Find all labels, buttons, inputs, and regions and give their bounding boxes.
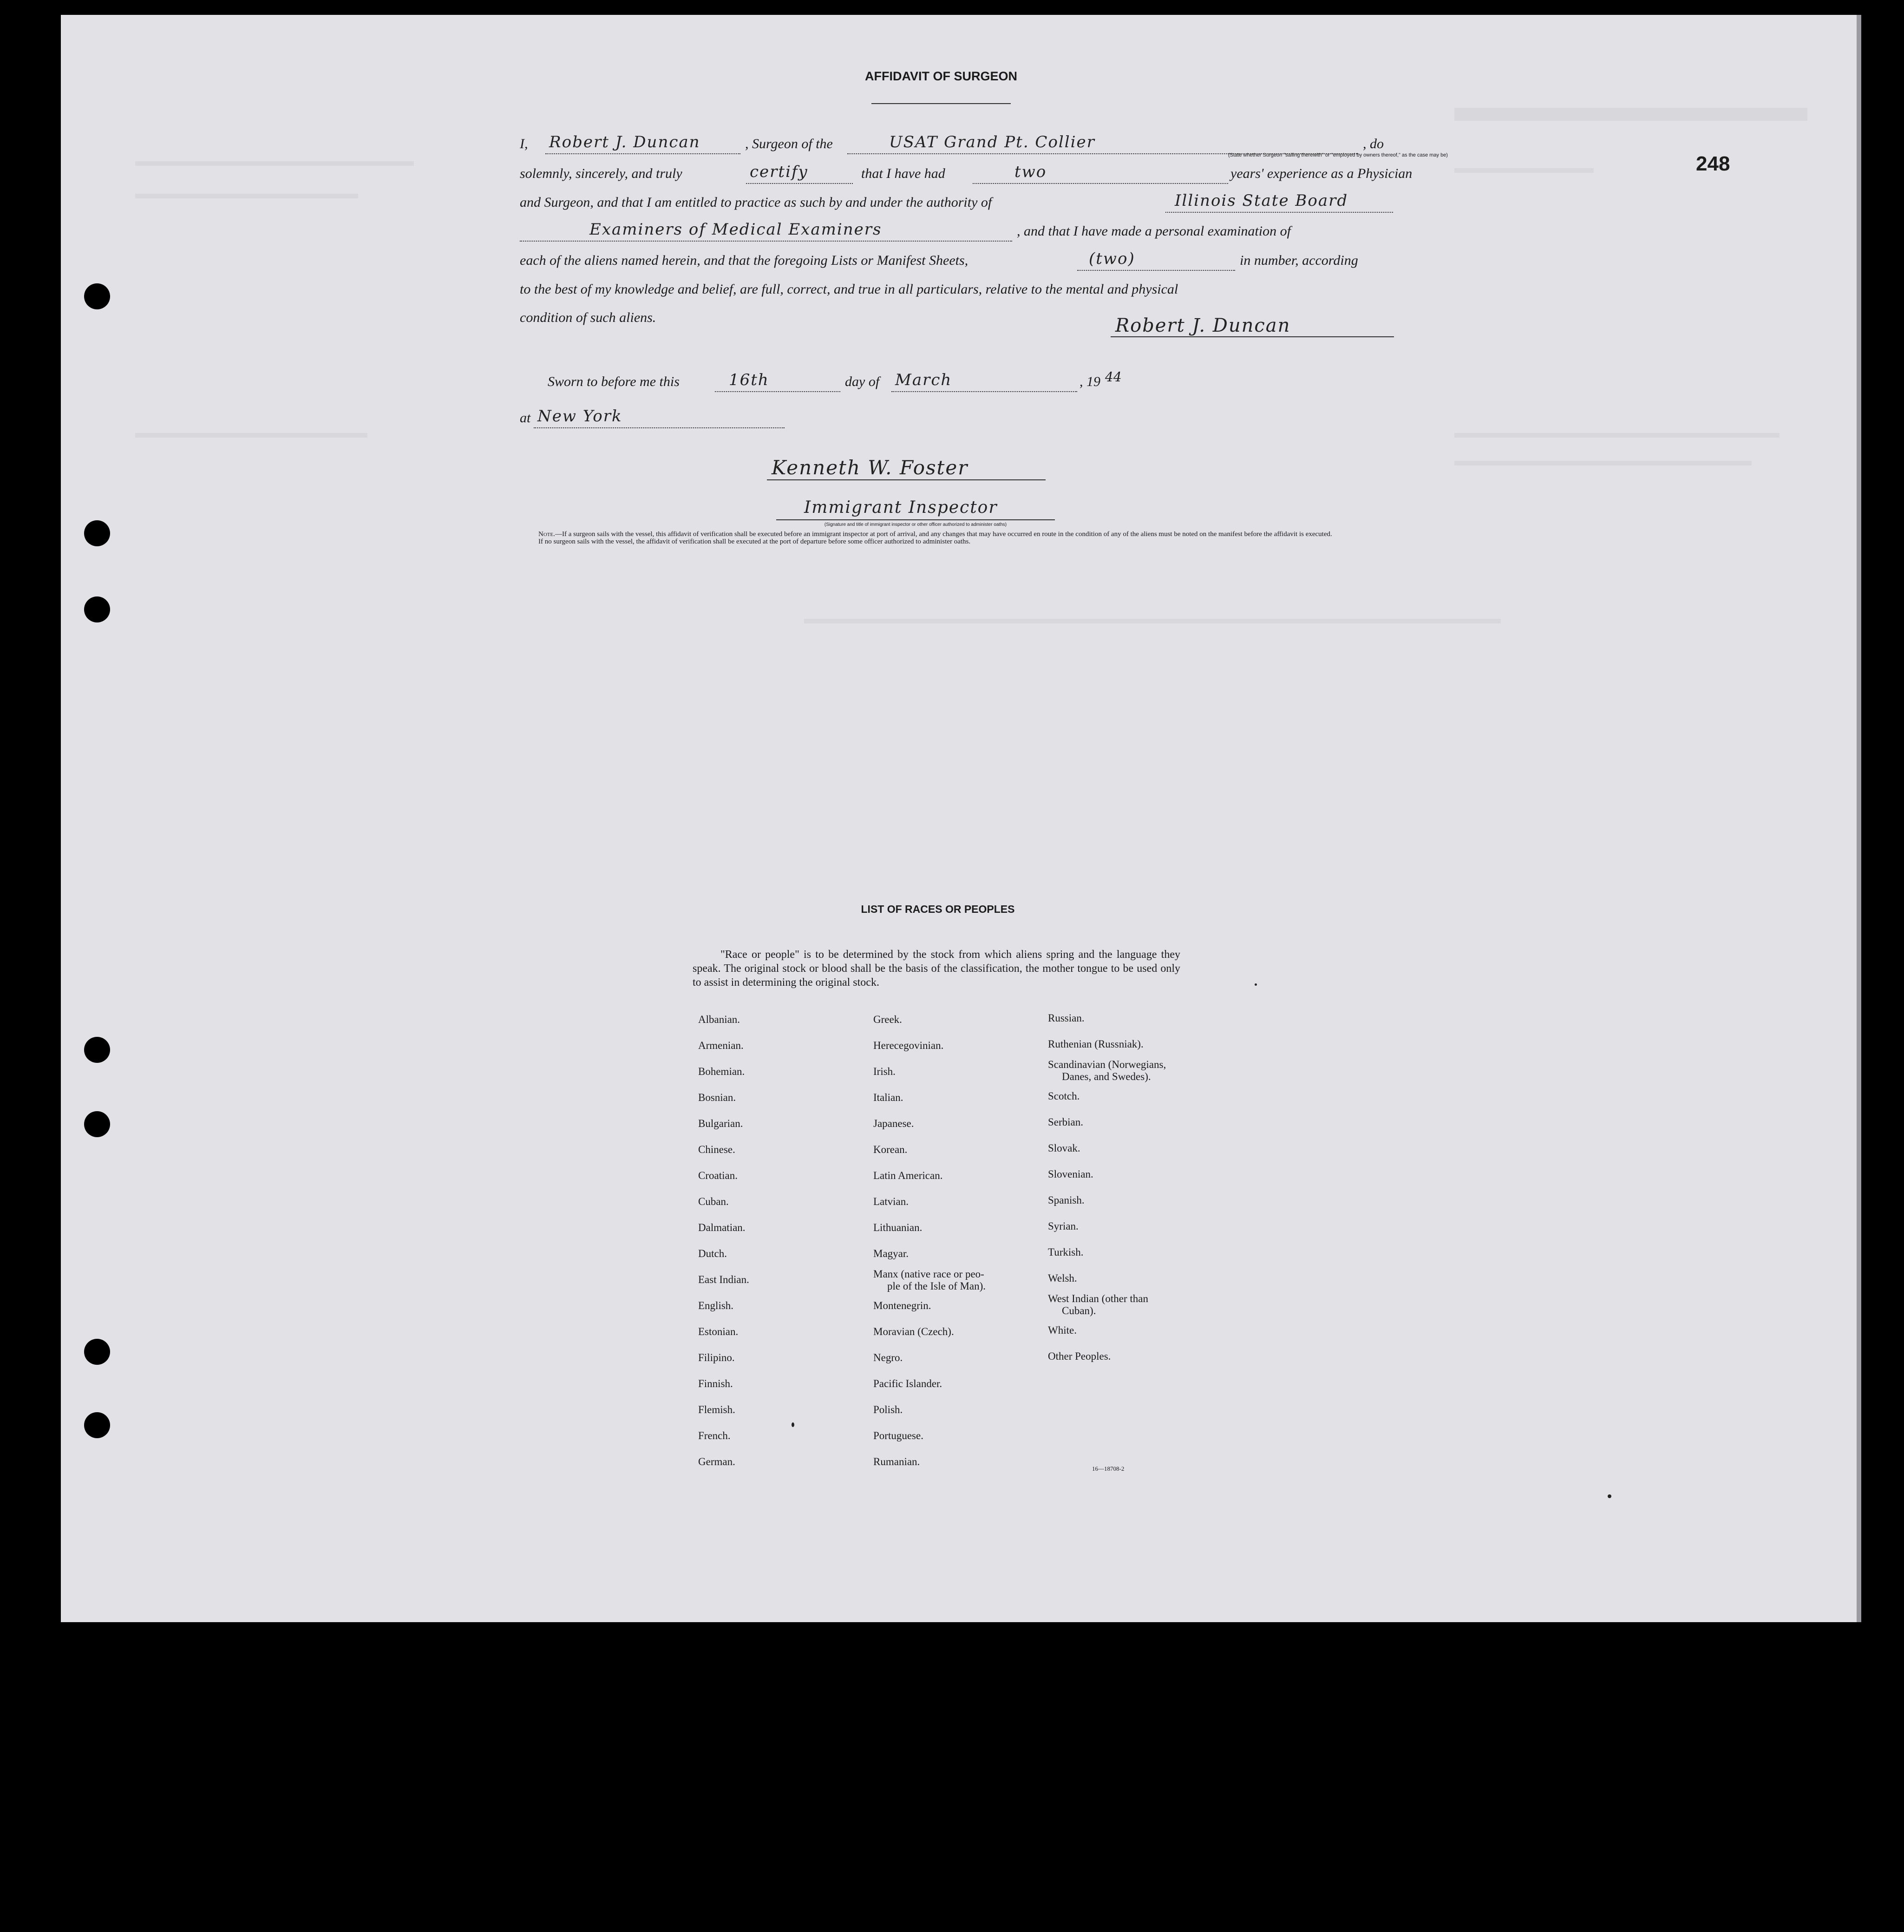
sworn-day-handwritten: 16th [729, 371, 769, 389]
authority-cont-handwritten: Examiners of Medical Examiners [589, 220, 882, 239]
race-item: Albanian. [698, 1014, 740, 1025]
race-item-line: Scandinavian (Norwegians, [1048, 1059, 1166, 1070]
race-item: Latin American. [873, 1170, 943, 1181]
race-item: Lithuanian. [873, 1222, 923, 1233]
line5-suffix: in number, according [1240, 253, 1358, 268]
races-column-1 [698, 1007, 749, 1475]
race-item: Magyar. [873, 1248, 909, 1259]
surgeon-name-field [545, 135, 740, 154]
bleed-through-text [121, 103, 130, 140]
bleed-through-line [135, 194, 358, 198]
affidavit-title: AFFIDAVIT OF SURGEON [865, 69, 1017, 83]
sworn-prefix: Sworn to before me this [548, 374, 680, 389]
race-item: Cuban. [698, 1196, 729, 1207]
race-item: Rumanian. [873, 1456, 920, 1467]
race-item: Welsh. [1048, 1272, 1077, 1284]
place-line [520, 406, 1393, 430]
race-item: Slovenian. [1048, 1168, 1093, 1180]
race-item-line: Danes, and Swedes). [1062, 1071, 1151, 1082]
race-item: English. [698, 1300, 734, 1311]
affidavit-line-3 [520, 190, 1393, 215]
line2-prefix: solemnly, sincerely, and truly [520, 166, 682, 181]
bleed-through-line [1454, 433, 1780, 438]
sworn-day-field [715, 373, 840, 392]
race-item: Ruthenian (Russniak). [1048, 1038, 1144, 1050]
surgeon-signature-line [1111, 336, 1394, 337]
bleed-through-line [1454, 108, 1807, 121]
bleed-through-line [1454, 168, 1594, 173]
binder-hole [84, 1111, 110, 1137]
vessel-fine-print: (State whether Surgeon "sailing therewith" or "employed by owners thereof," as the case may be) [1228, 152, 1448, 158]
line3-prefix: and Surgeon, and that I am entitled to practice as such by and under the authority of [520, 195, 992, 210]
race-item: Japanese. [873, 1118, 914, 1129]
inspector-title: Immigrant Inspector [804, 498, 998, 517]
line2-suffix: years' experience as a Physician [1230, 166, 1413, 181]
note-label: Note. [538, 530, 555, 538]
race-item: Armenian. [698, 1040, 744, 1051]
place-prefix: at [520, 410, 531, 426]
race-item-line: Cuban). [1062, 1305, 1096, 1316]
race-item: Syrian. [1048, 1220, 1079, 1232]
race-item: Negro. [873, 1352, 903, 1363]
sworn-line [520, 370, 1393, 394]
line5-prefix: each of the aliens named herein, and that the foregoing Lists or Manifest Sheets, [520, 253, 968, 268]
race-item: Turkish. [1048, 1246, 1084, 1258]
bleed-through-line [804, 619, 1501, 623]
surgeon-signature: Robert J. Duncan [1115, 315, 1291, 336]
inspector-caption: (Signature and title of immigrant inspector or other officer authorized to administer oaths) [824, 522, 1007, 527]
place-handwritten: New York [537, 407, 622, 426]
race-item: Scotch. [1048, 1090, 1080, 1102]
title-underline [871, 103, 1011, 104]
binder-hole [84, 596, 110, 622]
authority-handwritten: Illinois State Board [1175, 191, 1348, 210]
affidavit-line-5 [520, 249, 1393, 273]
race-item: Italian. [873, 1092, 903, 1103]
race-item: Dutch. [698, 1248, 727, 1259]
years-field [973, 164, 1228, 184]
races-intro: "Race or people" is to be determined by the stock from which aliens spring and the language they speak. The original stock or blood shall be the basis of the classification, the mother tongue to be used only to assist in determining the original stock. [693, 949, 1180, 989]
race-item: Slovak. [1048, 1142, 1080, 1154]
authority-field [1165, 193, 1393, 213]
bleed-through-line [135, 433, 367, 438]
line2-mid: that I have had [861, 166, 945, 181]
race-item: Bohemian. [698, 1066, 745, 1077]
race-item: Finnish. [698, 1378, 733, 1389]
race-item-west-indian [1048, 1291, 1166, 1317]
authority-cont-field [520, 222, 1012, 242]
race-item-line: Manx (native race or peo- [873, 1268, 984, 1280]
line1-prefix: I, [520, 136, 528, 151]
inspector-signature-line [767, 479, 1046, 480]
race-item: German. [698, 1456, 735, 1467]
sworn-month-handwritten: March [895, 371, 952, 389]
race-item: White. [1048, 1324, 1077, 1336]
line1-mid: , Surgeon of the [745, 136, 833, 151]
inspector-title-line [776, 519, 1055, 520]
ink-speck [1255, 983, 1257, 986]
binder-hole [84, 1037, 110, 1063]
affidavit-note [520, 530, 1402, 545]
affidavit-line-4 [520, 219, 1393, 243]
ink-speck [1608, 1494, 1611, 1498]
note-text-2: If no surgeon sails with the vessel, the affidavit of verification shall be executed at the port of departure before some officer authorized to administer oaths. [538, 538, 971, 545]
affidavit-line-7: condition of such aliens. [520, 310, 656, 325]
place-field [534, 409, 785, 428]
vessel-field [847, 135, 1358, 154]
race-item-line: ple of the Isle of Man). [887, 1280, 986, 1292]
binder-hole [84, 1339, 110, 1365]
sheets-field [1077, 251, 1235, 271]
sworn-month-field [891, 373, 1077, 392]
race-item-line: West Indian (other than [1048, 1293, 1148, 1304]
line1-suffix: , do [1363, 136, 1384, 151]
race-item: Spanish. [1048, 1194, 1085, 1206]
races-column-3 [1048, 1005, 1166, 1369]
inspector-signature: Kenneth W. Foster [772, 456, 968, 479]
race-item: Other Peoples. [1048, 1350, 1111, 1362]
race-item: Bosnian. [698, 1092, 736, 1103]
sworn-year-prefix: , 19 [1080, 374, 1100, 389]
race-item: Filipino. [698, 1352, 735, 1363]
bleed-through-line [135, 161, 414, 166]
race-item: Herecegovinian. [873, 1040, 944, 1051]
race-item: Russian. [1048, 1012, 1085, 1024]
race-item: French. [698, 1430, 731, 1441]
race-item: Dalmatian. [698, 1222, 746, 1233]
race-item: Korean. [873, 1144, 908, 1155]
races-title: LIST OF RACES OR PEOPLES [861, 903, 1015, 915]
race-item: Serbian. [1048, 1116, 1084, 1128]
binder-hole [84, 283, 110, 309]
race-item: Polish. [873, 1404, 903, 1415]
certify-handwritten: certify [750, 163, 808, 181]
race-item: Pacific Islander. [873, 1378, 942, 1389]
race-item-manx [873, 1267, 986, 1293]
race-item: East Indian. [698, 1274, 749, 1285]
years-handwritten: two [1014, 163, 1047, 181]
line4-suffix: , and that I have made a personal examination of [1017, 223, 1291, 239]
race-item: Chinese. [698, 1144, 735, 1155]
certify-field [746, 164, 853, 184]
races-column-2 [873, 1007, 986, 1475]
race-item: Estonian. [698, 1326, 739, 1337]
race-item: Bulgarian. [698, 1118, 743, 1129]
bleed-through-line [1454, 461, 1752, 465]
race-item-scandinavian [1048, 1057, 1166, 1083]
form-code: 16—18708-2 [1092, 1465, 1125, 1472]
vessel-handwritten: USAT Grand Pt. Collier [889, 133, 1095, 151]
race-item: Latvian. [873, 1196, 909, 1207]
race-item: Greek. [873, 1014, 902, 1025]
affidavit-line-2 [520, 162, 1413, 186]
document-page [61, 15, 1861, 1622]
race-item: Portuguese. [873, 1430, 923, 1441]
note-text: —If a surgeon sails with the vessel, this affidavit of verification shall be executed before an immigrant inspector at port of arrival, and any changes that may have occurred en route in the condition of any of the aliens must be noted on the manifest before the affidavit is executed. [555, 530, 1332, 538]
race-item: Montenegrin. [873, 1300, 931, 1311]
ink-speck [792, 1422, 794, 1427]
race-item: Croatian. [698, 1170, 738, 1181]
page-number: 248 [1696, 152, 1730, 175]
binder-hole [84, 520, 110, 546]
surgeon-name-handwritten: Robert J. Duncan [549, 133, 700, 151]
affidavit-line-1 [520, 132, 1448, 158]
sworn-mid: day of [845, 374, 880, 389]
sheets-handwritten: (two) [1089, 249, 1135, 268]
binder-hole [84, 1412, 110, 1438]
sworn-year-handwritten: 44 [1105, 369, 1122, 385]
race-item: Flemish. [698, 1404, 735, 1415]
race-item: Irish. [873, 1066, 896, 1077]
race-item: Moravian (Czech). [873, 1326, 954, 1337]
affidavit-line-6: to the best of my knowledge and belief, are full, correct, and true in all particulars, relative to the mental and physical [520, 282, 1178, 297]
